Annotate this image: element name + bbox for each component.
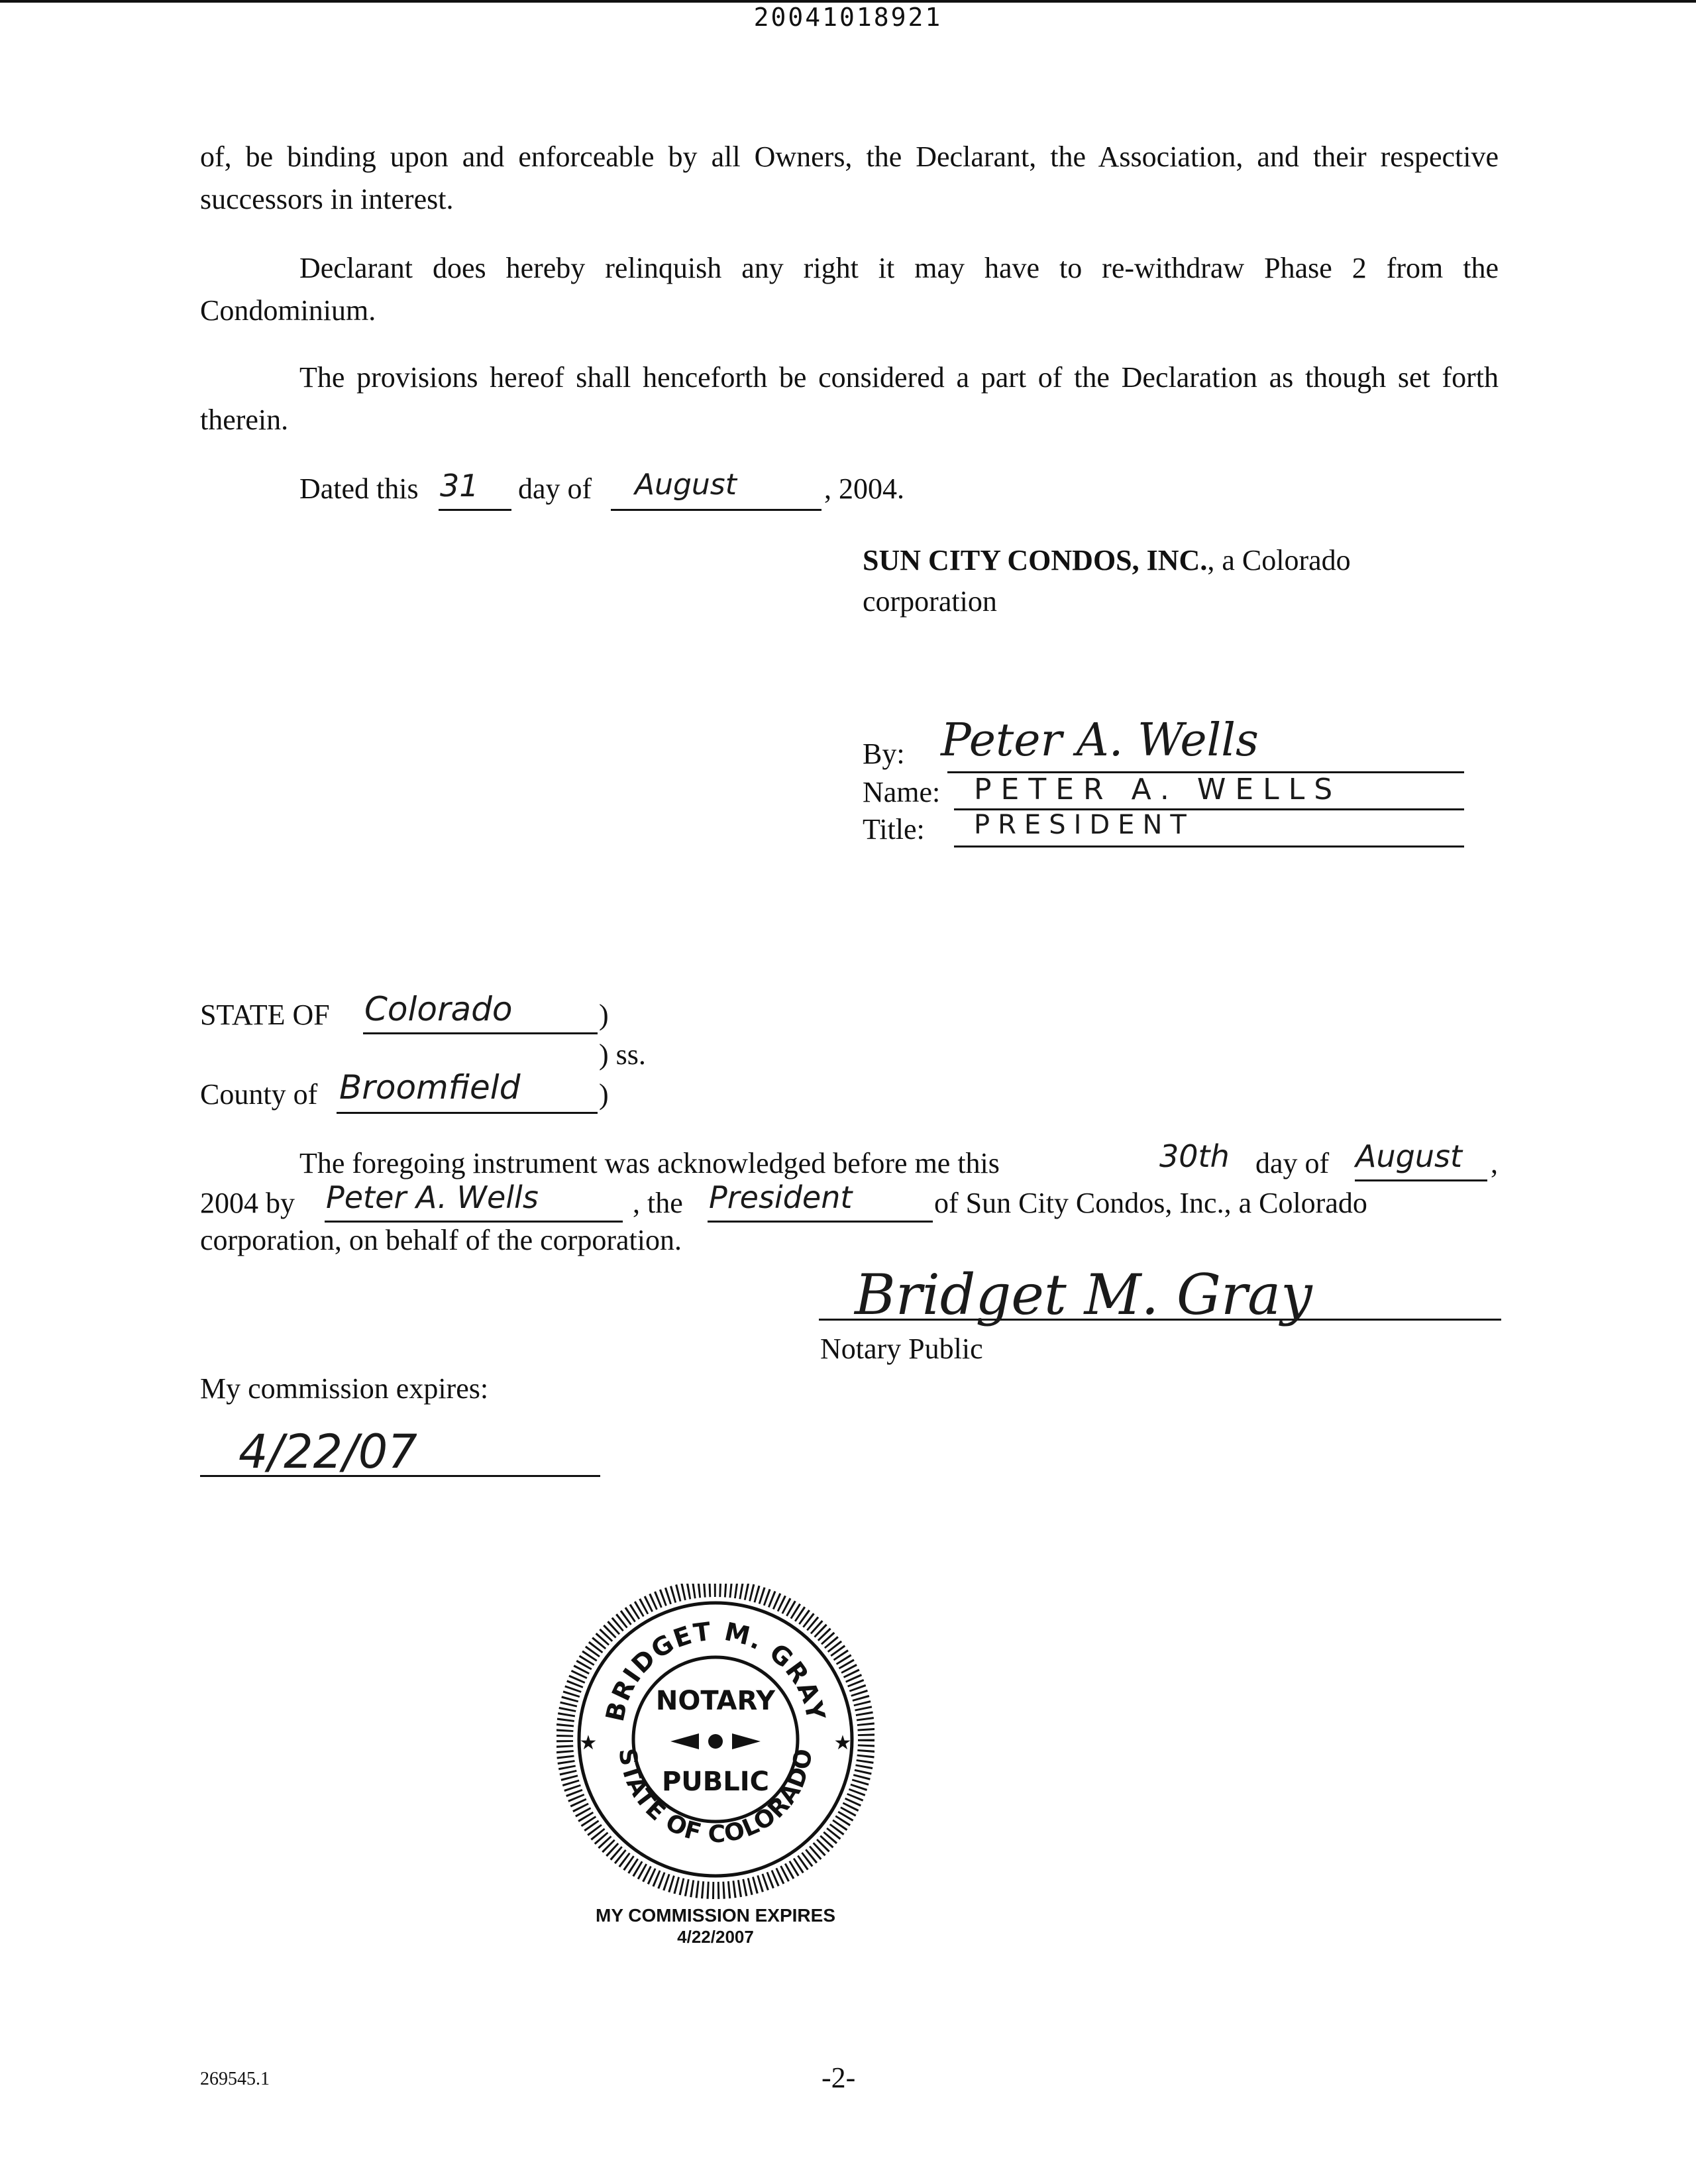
paragraph-relinquish: Declarant does hereby relinquish any right it may have to re-withdraw Phase 2 from the Condominium.: [200, 252, 1499, 327]
ack-text-1: The foregoing instrument was acknowledged before me this: [299, 1147, 1000, 1179]
dated-suffix: , 2004.: [824, 472, 904, 505]
dated-day-line: [439, 509, 511, 511]
by-signature: Peter A. Wells: [941, 714, 1259, 767]
ack-text-6: of Sun City Condos, Inc., a Colorado: [934, 1187, 1367, 1219]
company-name: SUN CITY CONDOS, INC.: [863, 544, 1208, 576]
title-value: PRESIDENT: [974, 810, 1194, 840]
company-desc-line2: corporation: [863, 585, 997, 618]
dated-middle: day of: [518, 472, 592, 505]
company-desc: , a Colorado: [1207, 544, 1351, 576]
seal-name: BRIDGET M. GRAY: [600, 1616, 831, 1724]
title-label: Title:: [863, 813, 925, 846]
ack-role-line: [708, 1221, 933, 1223]
state-value: Colorado: [364, 990, 513, 1028]
name-value: PETER A. WELLS: [974, 773, 1342, 806]
ack-text-4: 2004 by: [200, 1187, 295, 1219]
commission-date: 4/22/07: [238, 1425, 417, 1479]
seal-graphic: [556, 1584, 874, 1955]
commission-label: My commission expires:: [200, 1372, 489, 1405]
paragraph-provisions: The provisions hereof shall henceforth be considered a part of the Declaration as though set forth therein.: [200, 361, 1499, 436]
county-value: Broomfield: [339, 1068, 521, 1107]
ack-person-value: Peter A. Wells: [326, 1179, 539, 1215]
paragraph-binding: of, be binding upon and enforceable by all Owners, the Declarant, the Association, and their respective successors in interest.: [200, 140, 1499, 215]
ack-text-3: ,: [1491, 1147, 1498, 1179]
ack-day-value: 30th: [1159, 1138, 1230, 1174]
ack-person-line: [325, 1221, 623, 1223]
seal-star-left-icon: ★: [579, 1732, 598, 1754]
title-line: [954, 846, 1464, 847]
ack-month-value: August: [1355, 1138, 1462, 1174]
ack-month-line: [1355, 1179, 1487, 1181]
ack-role-value: President: [709, 1179, 853, 1215]
notary-seal: [556, 1584, 874, 1955]
ack-text-7: corporation, on behalf of the corporation.: [200, 1224, 682, 1256]
dated-month-value: August: [635, 468, 737, 502]
notary-signature: Bridget M. Gray: [855, 1262, 1312, 1327]
document-number: 20041018921: [753, 3, 943, 32]
by-label: By:: [863, 737, 905, 770]
svg-text:STATE OF COLORADO: [613, 1747, 818, 1848]
notary-label: Notary Public: [820, 1333, 983, 1365]
seal-word-notary: NOTARY: [655, 1686, 776, 1716]
seal-word-public: PUBLIC: [661, 1767, 770, 1797]
dated-day-value: 31: [440, 468, 479, 504]
footer-doc-id: 269545.1: [200, 2069, 270, 2089]
ack-text-2: day of: [1255, 1147, 1330, 1179]
state-line: [363, 1032, 598, 1034]
seal-arrows-icon: [670, 1733, 761, 1749]
dated-month-line: [611, 509, 822, 511]
seal-star-right-icon: ★: [833, 1732, 852, 1754]
seal-expires-label: MY COMMISSION EXPIRES: [596, 1905, 835, 1926]
state-label: STATE OF: [200, 999, 330, 1031]
venue-paren-ss: ) ss.: [599, 1038, 646, 1071]
name-label: Name:: [863, 776, 941, 808]
county-line: [337, 1112, 598, 1114]
venue-paren-1: ): [599, 999, 609, 1031]
county-label: County of: [200, 1078, 318, 1111]
seal-expires-date: 4/22/2007: [677, 1927, 754, 1947]
seal-state: STATE OF COLORADO: [613, 1746, 818, 1849]
venue-paren-3: ): [599, 1078, 609, 1111]
page-number: -2-: [822, 2061, 856, 2094]
ack-text-5: , the: [633, 1187, 683, 1219]
dated-prefix: Dated this: [299, 472, 419, 505]
